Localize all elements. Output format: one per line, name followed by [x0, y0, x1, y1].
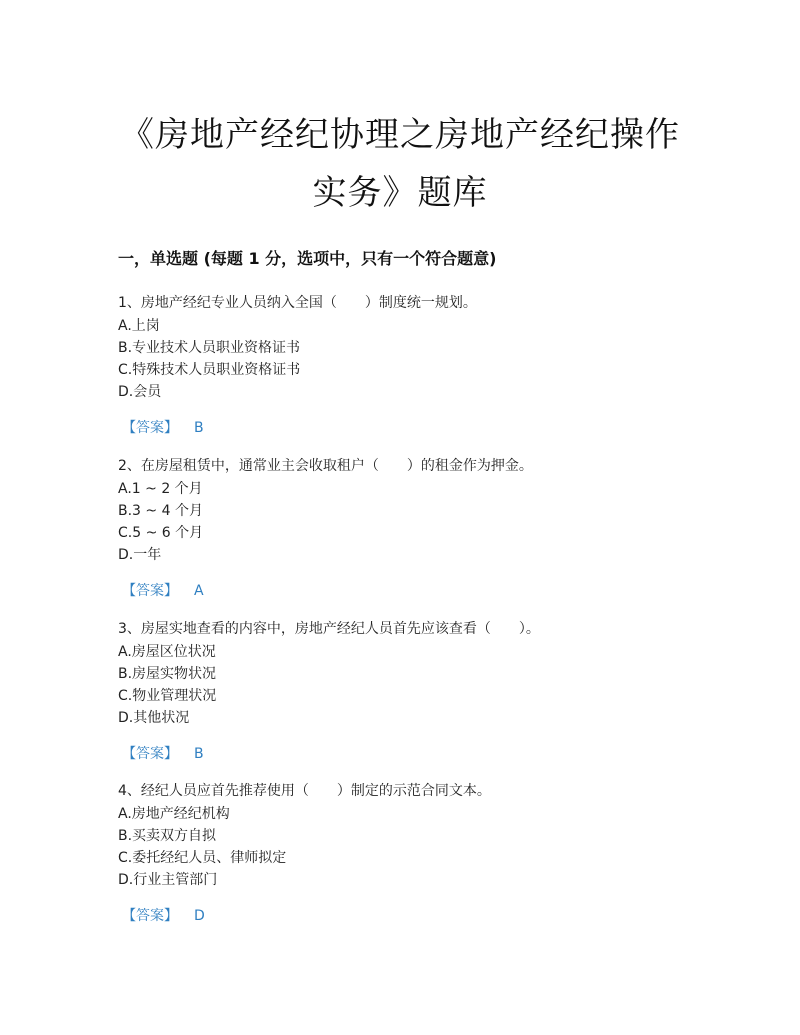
- document-title: [60, 106, 740, 222]
- option-d: D.行业主管部门: [118, 872, 218, 888]
- option-c: C.物业管理状况: [118, 688, 217, 704]
- question-1: [118, 292, 718, 439]
- answer-label: 【答案】: [122, 746, 178, 762]
- answer-line: [118, 417, 718, 439]
- answer-line: [118, 580, 718, 602]
- option-a: A.1 ~ 2 个月: [118, 481, 203, 497]
- answer-value: B: [194, 746, 204, 762]
- option-c: C.特殊技术人员职业资格证书: [118, 362, 301, 378]
- question-stem: 3、房屋实地查看的内容中，房地产经纪人员首先应该查看（ ）。: [118, 621, 540, 637]
- option-b: B.专业技术人员职业资格证书: [118, 340, 301, 356]
- option-b: B.房屋实物状况: [118, 666, 217, 682]
- answer-label: 【答案】: [122, 420, 178, 436]
- option-d: D.其他状况: [118, 710, 190, 726]
- option-b: B.3 ~ 4 个月: [118, 503, 203, 519]
- option-a: A.房地产经纪机构: [118, 806, 230, 822]
- question-3: [118, 618, 718, 765]
- answer-line: [118, 905, 718, 927]
- answer-label: 【答案】: [122, 583, 178, 599]
- option-b: B.买卖双方自拟: [118, 828, 217, 844]
- document-title-line-2: 实务》题库: [312, 173, 488, 213]
- document-title-line-1: 《房地产经纪协理之房地产经纪操作: [120, 115, 680, 155]
- answer-value: A: [194, 583, 204, 599]
- option-d: D.会员: [118, 384, 162, 400]
- answer-line: [118, 743, 718, 765]
- answer-label: 【答案】: [122, 908, 178, 924]
- question-stem: 2、在房屋租赁中，通常业主会收取租户（ ）的租金作为押金。: [118, 458, 533, 474]
- section-heading: 一，单选题 (每题 1 分，选项中，只有一个符合题意): [118, 249, 497, 268]
- answer-value: D: [194, 908, 205, 924]
- option-a: A.上岗: [118, 318, 160, 334]
- question-2: [118, 455, 718, 602]
- option-a: A.房屋区位状况: [118, 644, 216, 660]
- answer-value: B: [194, 420, 204, 436]
- option-d: D.一年: [118, 547, 162, 563]
- question-stem: 1、房地产经纪专业人员纳入全国（ ）制度统一规划。: [118, 295, 477, 311]
- option-c: C.5 ~ 6 个月: [118, 525, 204, 541]
- question-stem: 4、经纪人员应首先推荐使用（ ）制定的示范合同文本。: [118, 783, 491, 799]
- option-c: C.委托经纪人员、律师拟定: [118, 850, 287, 866]
- question-4: [118, 780, 718, 927]
